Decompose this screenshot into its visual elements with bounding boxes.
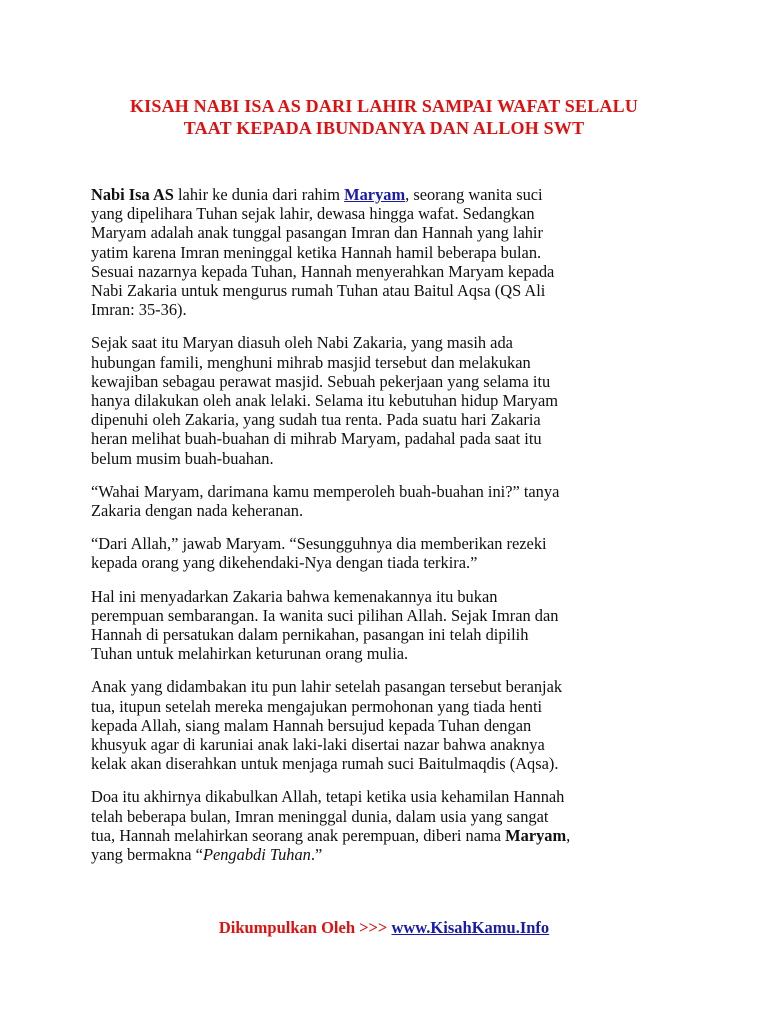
paragraph-line: khusyuk agar di karuniai anak laki-laki disertai nazar bahwa anaknya: [91, 735, 545, 755]
title-line-1: KISAH NABI ISA AS DARI LAHIR SAMPAI WAFAT SELALU: [129, 96, 639, 116]
paragraph-line: dipenuhi oleh Zakaria, yang sudah tua renta. Pada suatu hari Zakaria: [91, 410, 541, 430]
paragraph-5: [91, 587, 691, 664]
paragraph-line: Anak yang didambakan itu pun lahir setelah pasangan tersebut beranjak: [91, 677, 563, 697]
document-title: [60, 95, 708, 139]
paragraph-2: [91, 333, 691, 467]
p7-line4-text: yang bermakna “: [91, 845, 203, 865]
subject-name: Nabi Isa AS: [91, 185, 174, 204]
paragraph-line: telah beberapa bulan, Imran meninggal dunia, dalam usia yang sangat: [91, 806, 549, 826]
paragraph-line: “Wahai Maryam, darimana kamu memperoleh buah-buahan ini?” tanya: [91, 481, 560, 501]
maryam-link[interactable]: Maryam: [344, 185, 406, 204]
paragraph-line: Zakaria dengan nada keheranan.: [91, 501, 304, 521]
paragraph-line: belum musim buah-buahan.: [91, 448, 274, 468]
paragraph-1-line-1: [91, 185, 691, 204]
paragraph-line: Doa itu akhirnya dikabulkan Allah, tetapi ketika usia kehamilan Hannah: [91, 787, 565, 807]
p7-line4-end: .”: [310, 845, 323, 865]
meaning-text: Pengabdi Tuhan: [202, 845, 311, 865]
paragraph-7-line-4: [91, 845, 691, 864]
paragraph-line: kepada orang yang dikehendaki-Nya dengan tiada terkira.”: [91, 553, 478, 573]
paragraph-4: [91, 534, 691, 572]
paragraph-line: kelak akan diserahkan untuk menjaga rumah suci Baitulmaqdis (Aqsa).: [91, 754, 559, 774]
paragraph-line: “Dari Allah,” jawab Maryam. “Sesungguhnya dia memberikan rezeki: [91, 534, 547, 554]
paragraph-7-line-3: [91, 826, 691, 845]
paragraph-line: Hannah di persatukan dalam pernikahan, pasangan ini telah dipilih: [91, 625, 529, 645]
article-body: [91, 185, 691, 878]
paragraph-3: [91, 482, 691, 520]
p7-line3-comma: ,: [566, 825, 571, 845]
p7-line3-text: tua, Hannah melahirkan seorang anak perempuan, diberi nama: [91, 825, 506, 845]
paragraph-line: Sesuai nazarnya kepada Tuhan, Hannah menyerahkan Maryam kepada: [91, 261, 555, 281]
paragraph-line: kewajiban sebagau perawat masjid. Sebuah pekerjaan yang selama itu: [91, 371, 551, 391]
paragraph-line: hanya dilakukan oleh anak lelaki. Selama itu kebutuhan hidup Maryam: [91, 391, 558, 411]
paragraph-line: Hal ini menyadarkan Zakaria bahwa kemenakannya itu bukan: [91, 586, 498, 606]
paragraph-line: kepada Allah, siang malam Hannah bersujud kepada Tuhan dengan: [91, 715, 532, 735]
paragraph-1: [91, 185, 691, 319]
paragraph-line: perempuan sembarangan. Ia wanita suci pilihan Allah. Sejak Imran dan: [91, 605, 559, 625]
paragraph-line: yang dipelihara Tuhan sejak lahir, dewasa hingga wafat. Sedangkan: [91, 204, 535, 224]
paragraph-line: tua, itupun setelah mereka mengajukan permohonan yang tiada henti: [91, 696, 543, 716]
paragraph-line: Tuhan untuk melahirkan keturunan orang mulia.: [91, 644, 409, 664]
p1-text-a: lahir ke dunia dari rahim: [173, 185, 345, 204]
p1-text-b: , seorang wanita suci: [405, 185, 543, 204]
paragraph-7: [91, 787, 691, 864]
maryam-name: Maryam: [505, 825, 567, 845]
paragraph-line: heran melihat buah-buahan di mihrab Maryam, padahal pada saat itu: [91, 429, 542, 449]
title-line-2: TAAT KEPADA IBUNDANYA DAN ALLOH SWT: [183, 118, 585, 138]
footer-website-link[interactable]: www.KisahKamu.Info: [391, 918, 550, 937]
paragraph-line: yatim karena Imran meninggal ketika Hannah hamil beberapa bulan.: [91, 242, 542, 262]
paragraph-line: Maryam adalah anak tunggal pasangan Imran dan Hannah yang lahir: [91, 223, 543, 243]
paragraph-line: Nabi Zakaria untuk mengurus rumah Tuhan atau Baitul Aqsa (QS Ali: [91, 281, 546, 301]
paragraph-line: hubungan famili, menghuni mihrab masjid tersebut dan melakukan: [91, 352, 531, 372]
footer-label: Dikumpulkan Oleh: [218, 918, 355, 937]
paragraph-line: Sejak saat itu Maryan diasuh oleh Nabi Zakaria, yang masih ada: [91, 333, 513, 353]
paragraph-line: Imran: 35-36).: [91, 300, 187, 320]
footer-arrows: >>>: [355, 918, 392, 937]
paragraph-6: [91, 677, 691, 773]
footer-credit: [60, 918, 708, 938]
